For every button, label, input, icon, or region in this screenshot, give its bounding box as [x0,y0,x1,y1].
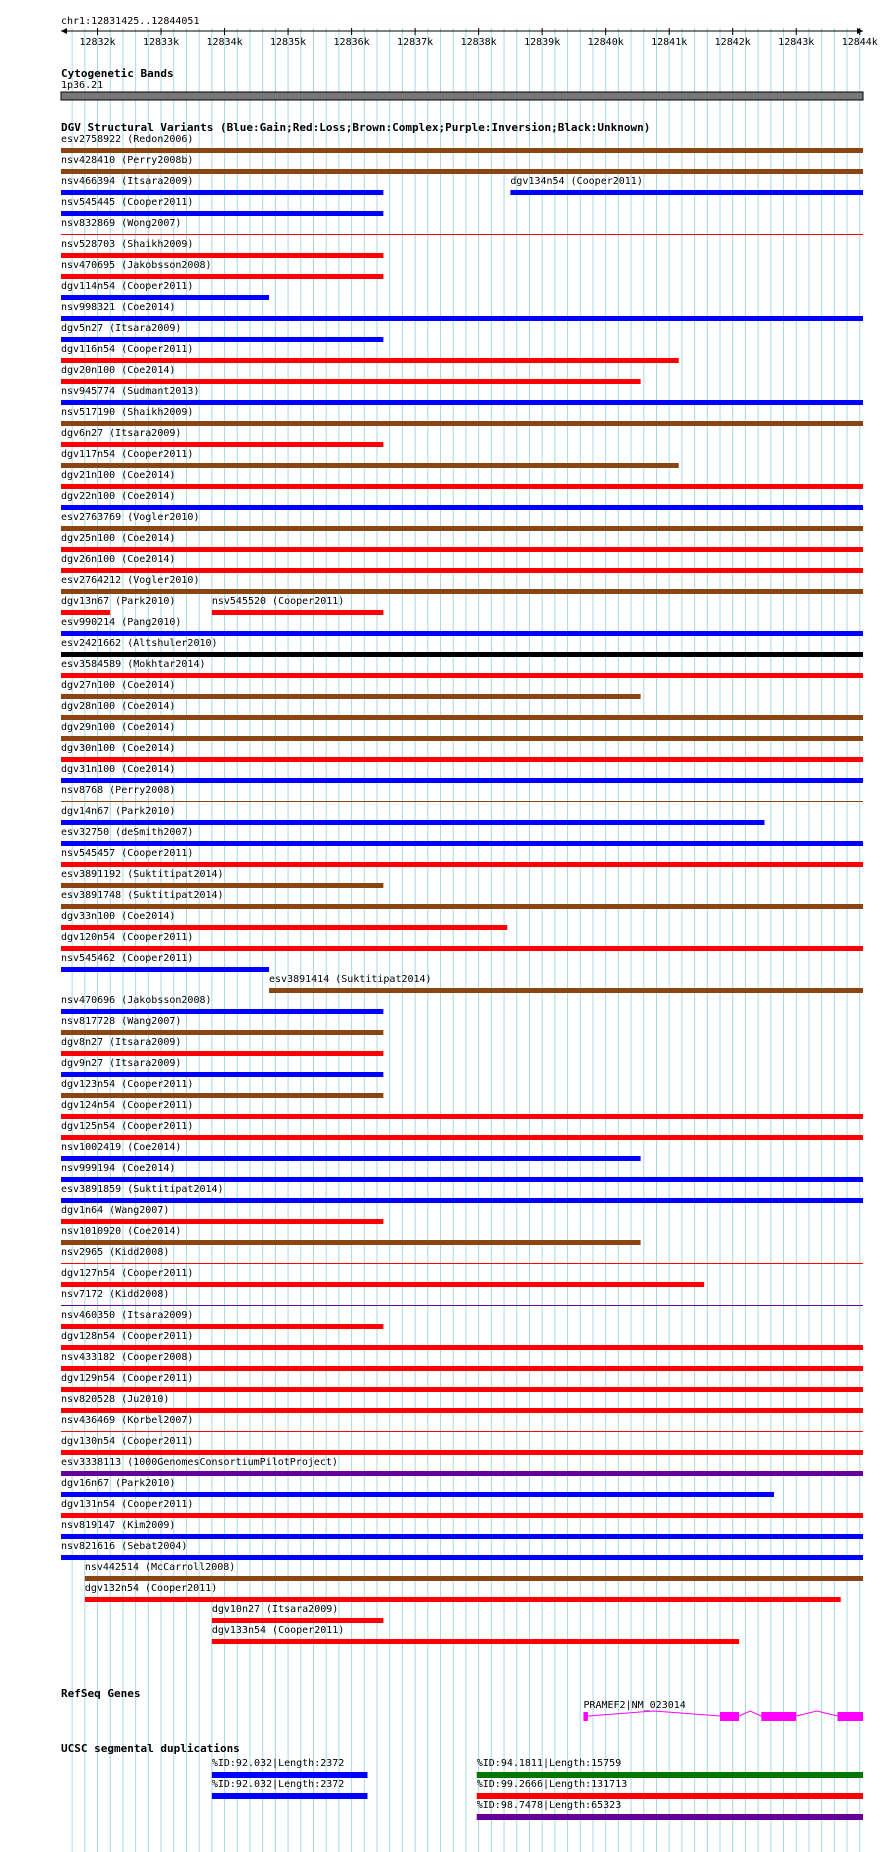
dgv-feature-bar[interactable] [61,1009,383,1014]
dgv-feature-label: esv32750 (deSmith2007) [61,827,194,838]
dgv-feature[interactable] [61,1289,863,1306]
dgv-feature-bar[interactable] [61,778,863,783]
dgv-feature-label: nsv819147 (Kim2009) [61,1520,176,1531]
dgv-feature[interactable] [269,974,863,993]
dgv-feature-label: dgv8n27 (Itsara2009) [61,1037,182,1048]
dgv-feature[interactable] [61,533,863,552]
dgv-feature[interactable] [61,428,383,447]
segdup-bar[interactable] [477,1793,863,1799]
gene-exon[interactable] [761,1712,796,1721]
dgv-feature-bar[interactable] [61,148,863,153]
dgv-feature-label: dgv123n54 (Cooper2011) [61,1079,194,1090]
dgv-feature-label: nsv466394 (Itsara2009) [61,176,194,187]
segdup-label: %ID:98.7478|Length:65323 [476,1800,622,1811]
segdup-label: %ID:92.032|Length:2372 [211,1779,345,1790]
dgv-feature-label: esv3338113 (1000GenomesConsortiumPilotProject) [61,1457,338,1468]
segdup-bar[interactable] [212,1793,368,1799]
ruler-tick-label: 12832k [79,37,116,48]
dgv-feature[interactable] [85,1562,863,1581]
dgv-feature[interactable] [61,176,863,195]
dgv-feature-label: dgv31n100 (Coe2014) [61,764,176,775]
dgv-feature[interactable] [61,659,863,678]
dgv-feature-label: esv3891414 (Suktitipat2014) [269,974,432,985]
gene-intron [588,1711,720,1716]
dgv-feature-label: nsv1010920 (Coe2014) [61,1226,182,1237]
dgv-feature[interactable] [61,491,863,510]
dgv-feature-bar[interactable] [61,211,383,216]
dgv-feature-label: nsv545462 (Cooper2011) [61,953,194,964]
dgv-feature-bar[interactable] [61,946,863,951]
dgv-feature-bar[interactable] [61,883,383,888]
dgv-feature-bar[interactable] [61,1135,863,1140]
dgv-feature[interactable] [61,1058,383,1077]
dgv-feature-bar[interactable] [61,1240,641,1245]
dgv-feature[interactable] [61,680,641,699]
dgv-feature[interactable] [61,1373,863,1392]
dgv-feature-label: nsv460350 (Itsara2009) [61,1310,194,1321]
dgv-feature-bar[interactable] [61,841,863,846]
dgv-feature-bar[interactable] [61,169,863,174]
dgv-feature-label: dgv27n100 (Coe2014) [61,680,176,691]
dgv-feature[interactable] [61,764,863,783]
dgv-feature-bar[interactable] [61,673,863,678]
dgv-feature-label: nsv945774 (Sudmant2013) [61,386,200,397]
dgv-feature[interactable] [61,1100,863,1119]
dgv-feature-label: dgv10n27 (Itsara2009) [211,1604,339,1615]
segdup-label: %ID:92.032|Length:2372 [211,1758,345,1769]
dgv-feature[interactable] [61,638,863,657]
dgv-feature-bar[interactable] [61,589,863,594]
segdup-feature[interactable] [477,1800,863,1820]
dgv-feature[interactable] [61,239,383,258]
dgv-feature-label: nsv545457 (Cooper2011) [61,848,194,859]
dgv-feature-bar[interactable] [61,1093,383,1098]
dgv-feature-label: dgv128n54 (Cooper2011) [61,1331,194,1342]
segdup-bar[interactable] [212,1772,368,1778]
ruler-tick-label: 12841k [651,37,688,48]
dgv-feature-label: esv2421662 (Altshuler2010) [61,638,218,649]
dgv-feature[interactable] [61,617,863,636]
dgv-feature-label: dgv125n54 (Cooper2011) [61,1121,194,1132]
dgv-feature-label: nsv545445 (Cooper2011) [61,197,194,208]
ruler-tick-label: 12844k [841,37,878,48]
dgv-feature-label: dgv33n100 (Coe2014) [61,911,176,922]
dgv-feature[interactable] [61,1184,863,1203]
dgv-feature[interactable] [61,1331,863,1350]
dgv-feature-bar[interactable] [61,547,863,552]
dgv-track [61,134,863,1644]
dgv-feature-bar[interactable] [61,400,863,405]
dgv-feature[interactable] [61,1163,863,1182]
cyto-band-label: 1p36.21 [61,80,104,91]
ruler-tick-label: 12836k [333,37,370,48]
dgv-feature[interactable] [61,323,383,342]
dgv-feature-bar[interactable] [61,1072,383,1077]
dgv-feature[interactable] [61,869,383,888]
dgv-feature-bar[interactable] [510,190,863,195]
dgv-feature-bar[interactable] [61,715,863,720]
segdup-feature[interactable] [212,1779,368,1799]
dgv-feature[interactable] [61,1268,704,1287]
dgv-feature-bar[interactable] [212,1639,739,1644]
dgv-feature[interactable] [61,218,863,235]
dgv-feature-label: dgv133n54 (Cooper2011) [211,1625,345,1636]
dgv-feature[interactable] [61,470,863,489]
dgv-feature[interactable] [61,1520,863,1539]
dgv-feature[interactable] [61,365,641,384]
dgv-feature[interactable] [61,260,383,279]
dgv-feature-label: nsv2965 (Kidd2008) [61,1247,170,1258]
segdup-track [212,1758,863,1820]
dgv-feature-label: nsv817728 (Wang2007) [61,1016,182,1027]
segdup-label: %ID:94.1811|Length:15759 [476,1758,622,1769]
dgv-feature-bar[interactable] [61,337,383,342]
segdup-label: %ID:99.2666|Length:131713 [476,1779,628,1790]
dgv-feature-bar[interactable] [61,1177,863,1182]
dgv-feature-bar[interactable] [61,1555,863,1560]
dgv-feature-bar[interactable] [61,652,863,657]
dgv-feature[interactable] [61,512,863,531]
dgv-feature[interactable] [61,827,863,846]
dgv-feature-bar[interactable] [61,358,679,363]
ruler-tick-label: 12833k [142,37,180,48]
dgv-feature[interactable] [61,1436,863,1455]
dgv-feature-bar[interactable] [61,610,110,615]
dgv-feature-label: dgv22n100 (Coe2014) [61,491,176,502]
dgv-feature-label: dgv30n100 (Coe2014) [61,743,176,754]
dgv-feature-bar[interactable] [269,988,863,993]
gene-exon[interactable] [838,1712,863,1721]
ruler-tick-label: 12835k [270,37,307,48]
ruler-left-arrow-icon [61,28,67,34]
dgv-feature-bar[interactable] [61,1387,863,1392]
dgv-feature-label: dgv120n54 (Cooper2011) [61,932,194,943]
dgv-feature-label: nsv428410 (Perry2008b) [61,155,194,166]
dgv-feature-bar[interactable] [61,1431,863,1432]
dgv-feature-bar[interactable] [61,274,383,279]
dgv-feature-label: esv2764212 (Vogler2010) [61,575,200,586]
dgv-feature[interactable] [61,1541,863,1560]
dgv-feature-label: dgv21n100 (Coe2014) [61,470,176,481]
dgv-feature-bar[interactable] [61,1471,863,1476]
dgv-feature[interactable] [61,449,679,468]
dgv-feature-label: dgv6n27 (Itsara2009) [61,428,182,439]
dgv-feature[interactable] [61,1394,863,1413]
segdup-bar[interactable] [477,1814,863,1820]
dgv-feature-label: esv3891192 (Suktitipat2014) [61,869,224,880]
dgv-feature-bar[interactable] [61,1345,863,1350]
gene-intron [796,1711,837,1716]
dgv-feature-bar[interactable] [61,1282,704,1287]
dgv-feature-label: nsv470695 (Jakobsson2008) [61,260,212,271]
dgv-feature-label: nsv528703 (Shaikh2009) [61,239,194,250]
dgv-feature[interactable] [85,1583,841,1602]
dgv-feature-label: nsv433182 (Cooper2008) [61,1352,194,1363]
dgv-feature-label: nsv442514 (McCarroll2008) [84,1562,236,1573]
dgv-feature-bar[interactable] [61,801,863,802]
dgv-feature-bar[interactable] [61,1450,863,1455]
dgv-feature[interactable] [61,1016,383,1035]
dgv-feature-label: dgv26n100 (Coe2014) [61,554,176,565]
dgv-feature[interactable] [61,1247,863,1264]
dgv-feature-bar[interactable] [61,1156,641,1161]
dgv-feature-label: nsv821616 (Sebat2004) [61,1541,188,1552]
dgv-feature-bar[interactable] [212,1618,384,1623]
dgv-feature-label: dgv5n27 (Itsara2009) [61,323,182,334]
dgv-feature-label: nsv545520 (Cooper2011) [211,596,345,607]
dgv-feature-label: esv3584589 (Mokhtar2014) [61,659,206,670]
dgv-feature[interactable] [61,1226,641,1245]
dgv-feature[interactable] [61,1457,863,1476]
dgv-feature-bar[interactable] [61,316,863,321]
dgv-feature-label: esv2763769 (Vogler2010) [61,512,200,523]
ruler-tick-label: 12837k [397,37,434,48]
dgv-feature-bar[interactable] [85,1597,841,1602]
dgv-feature-label: dgv13n67 (Park2010) [61,596,176,607]
dgv-feature-label: nsv820528 (Ju2010) [61,1394,170,1405]
cyto-track-title: Cytogenetic Bands [61,67,174,80]
dgv-feature-bar[interactable] [61,379,641,384]
dgv-feature-bar[interactable] [61,421,863,426]
dgv-feature[interactable] [61,1478,774,1497]
dgv-feature[interactable] [61,197,383,216]
dgv-feature[interactable] [61,1142,641,1161]
dgv-feature-label: dgv114n54 (Cooper2011) [61,281,194,292]
dgv-feature[interactable] [61,701,863,720]
dgv-feature[interactable] [61,281,269,300]
refseq-track [583,1700,863,1721]
dgv-feature[interactable] [61,953,269,972]
dgv-feature-label: esv990214 (Pang2010) [61,617,182,628]
dgv-feature-bar[interactable] [61,694,641,699]
dgv-feature-bar[interactable] [61,526,863,531]
dgv-feature[interactable] [61,722,863,741]
dgv-feature-label: dgv16n67 (Park2010) [61,1478,176,1489]
segdup-feature[interactable] [477,1758,863,1778]
dgv-feature-bar[interactable] [61,1198,863,1203]
gene-label: PRAMEF2|NM_023014 [583,1700,686,1711]
dgv-feature-bar[interactable] [61,253,383,258]
dgv-feature-bar[interactable] [61,1513,863,1518]
dgv-feature-label: esv3891859 (Suktitipat2014) [61,1184,224,1195]
dgv-feature[interactable] [61,806,764,825]
dgv-feature-bar[interactable] [61,484,863,489]
dgv-feature-label: dgv116n54 (Cooper2011) [61,344,194,355]
segdup-feature[interactable] [477,1779,863,1799]
dgv-feature-bar[interactable] [61,862,863,867]
dgv-feature-label: dgv20n100 (Coe2014) [61,365,176,376]
dgv-feature-bar[interactable] [61,736,863,741]
dgv-feature[interactable] [61,1310,383,1329]
dgv-feature[interactable] [212,1625,739,1644]
segdup-feature[interactable] [212,1758,368,1778]
dgv-feature[interactable] [61,1499,863,1518]
dgv-track-title: DGV Structural Variants (Blue:Gain;Red:Loss;Brown:Complex;Purple:Inversion;Black:Unknown) [61,121,651,134]
dgv-feature-bar[interactable] [61,1534,863,1539]
dgv-feature-label: dgv129n54 (Cooper2011) [61,1373,194,1384]
dgv-feature-bar[interactable] [61,925,507,930]
dgv-feature-bar[interactable] [61,1219,383,1224]
dgv-feature-bar[interactable] [61,234,863,235]
dgv-feature-bar[interactable] [61,505,863,510]
dgv-feature-bar[interactable] [61,631,863,636]
dgv-feature[interactable] [61,596,383,615]
dgv-feature-bar[interactable] [85,1576,863,1581]
dgv-feature[interactable] [61,743,863,762]
segdup-bar[interactable] [477,1772,863,1778]
dgv-feature[interactable] [61,1205,383,1224]
dgv-feature-label: nsv8768 (Perry2008) [61,785,176,796]
ruler-tick-label: 12839k [524,37,561,48]
dgv-feature-label: dgv25n100 (Coe2014) [61,533,176,544]
dgv-feature-bar[interactable] [61,1408,863,1413]
dgv-feature-bar[interactable] [61,820,764,825]
dgv-feature-bar[interactable] [61,1263,863,1264]
dgv-feature[interactable] [61,575,863,594]
ruler-tick-label: 12840k [587,37,624,48]
dgv-feature-label: dgv1n64 (Wang2007) [61,1205,170,1216]
dgv-feature-bar[interactable] [61,568,863,573]
dgv-feature-label: dgv124n54 (Cooper2011) [61,1100,194,1111]
dgv-feature-bar[interactable] [61,295,269,300]
dgv-feature-bar[interactable] [61,757,863,762]
dgv-feature-label: nsv999194 (Coe2014) [61,1163,176,1174]
gene-exon[interactable] [720,1712,739,1721]
dgv-feature[interactable] [61,1415,863,1432]
dgv-feature[interactable] [61,848,863,867]
dgv-feature-label: nsv1002419 (Coe2014) [61,1142,182,1153]
ruler-tick-label: 12843k [778,37,815,48]
dgv-feature-label: esv2758922 (Redon2006) [61,134,194,145]
dgv-feature[interactable] [212,1604,384,1623]
dgv-feature-bar[interactable] [61,463,679,468]
dgv-feature-label: dgv9n27 (Itsara2009) [61,1058,182,1069]
dgv-feature-bar[interactable] [61,1114,863,1119]
dgv-feature-label: nsv7172 (Kidd2008) [61,1289,170,1300]
dgv-feature[interactable] [61,1037,383,1056]
dgv-feature-label: nsv517190 (Shaikh2009) [61,407,194,418]
dgv-feature-label: dgv131n54 (Cooper2011) [61,1499,194,1510]
dgv-feature-label: nsv470696 (Jakobsson2008) [61,995,212,1006]
gene-exon[interactable] [583,1712,587,1721]
ruler[interactable] [61,28,878,48]
dgv-feature-label: dgv127n54 (Cooper2011) [61,1268,194,1279]
dgv-feature[interactable] [61,932,863,951]
ruler-tick-label: 12842k [714,37,751,48]
dgv-feature-bar[interactable] [61,1366,863,1371]
dgv-feature[interactable] [61,344,679,363]
dgv-feature[interactable] [61,1121,863,1140]
dgv-feature-bar[interactable] [61,442,383,447]
locus-label: chr1:12831425..12844051 [61,16,200,27]
segdup-track-title: UCSC segmental duplications [61,1742,240,1755]
dgv-feature[interactable] [61,995,383,1014]
dgv-feature-label: dgv117n54 (Cooper2011) [61,449,194,460]
dgv-feature-label: dgv134n54 (Cooper2011) [510,176,643,187]
dgv-feature-label: dgv130n54 (Cooper2011) [61,1436,194,1447]
dgv-feature[interactable] [61,386,863,405]
ruler-tick-label: 12834k [206,37,243,48]
dgv-feature-bar[interactable] [61,967,269,972]
dgv-feature[interactable] [61,890,863,909]
dgv-feature-bar[interactable] [61,1305,863,1306]
dgv-feature-label: dgv14n67 (Park2010) [61,806,176,817]
dgv-feature[interactable] [61,785,863,802]
dgv-feature[interactable] [61,155,863,174]
dgv-feature-bar[interactable] [61,1051,383,1056]
dgv-feature-label: dgv132n54 (Cooper2011) [84,1583,218,1594]
cyto-band[interactable] [61,92,863,100]
ruler-tick-label: 12838k [460,37,497,48]
dgv-feature[interactable] [61,1352,863,1371]
dgv-feature-bar[interactable] [61,1030,383,1035]
dgv-feature[interactable] [61,554,863,573]
dgv-feature-label: dgv29n100 (Coe2014) [61,722,176,733]
dgv-feature-label: esv3891748 (Suktitipat2014) [61,890,224,901]
dgv-feature-label: nsv998321 (Coe2014) [61,302,176,313]
dgv-feature-bar[interactable] [61,190,383,195]
dgv-feature-bar[interactable] [61,1492,774,1497]
dgv-feature-label: dgv28n100 (Coe2014) [61,701,176,712]
dgv-feature[interactable] [61,407,863,426]
dgv-feature-bar[interactable] [212,610,384,615]
dgv-feature[interactable] [61,1079,383,1098]
dgv-feature-label: nsv436469 (Korbel2007) [61,1415,194,1426]
dgv-feature-bar[interactable] [61,1324,383,1329]
dgv-feature[interactable] [61,302,863,321]
dgv-feature-label: nsv832869 (Wong2007) [61,218,182,229]
refseq-track-title: RefSeq Genes [61,1687,141,1700]
dgv-feature[interactable] [61,134,863,153]
dgv-feature-bar[interactable] [61,904,863,909]
